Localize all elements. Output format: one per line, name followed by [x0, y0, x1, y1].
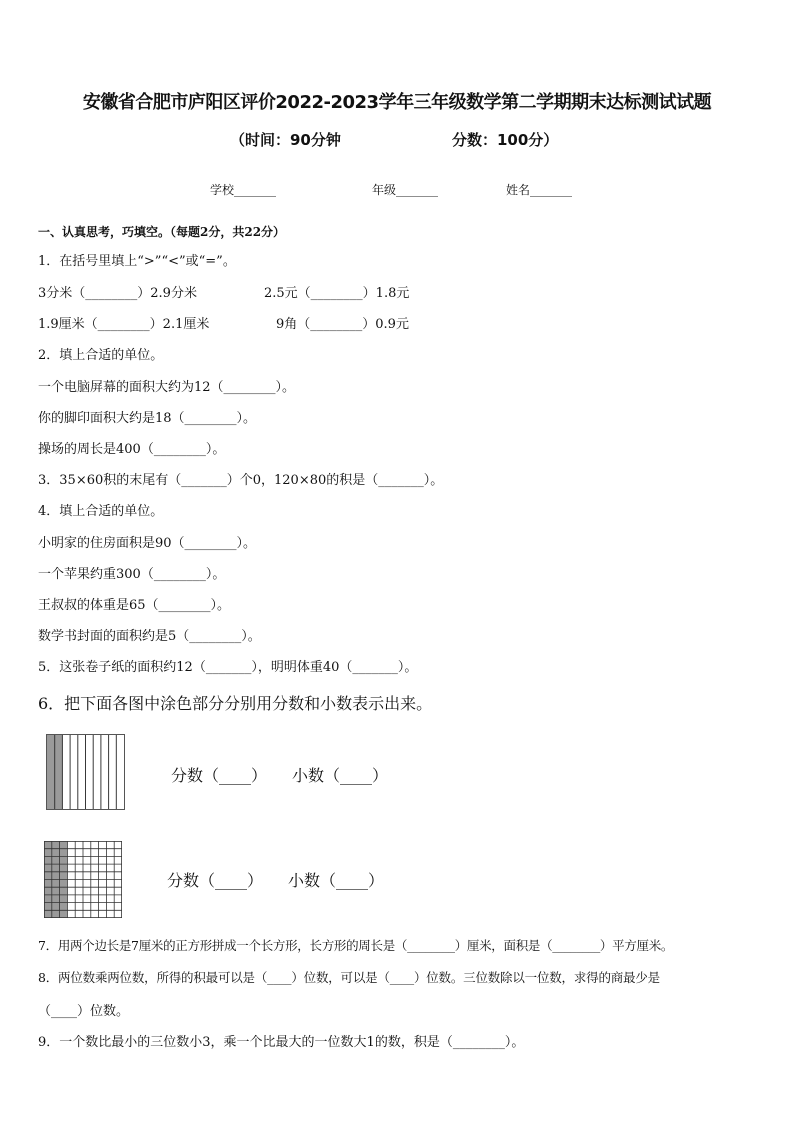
- fig1-decimal-blank: 小数（____）: [292, 766, 389, 785]
- fig2-fraction-blank: 分数（____）: [167, 871, 264, 890]
- school-field: 学校_______: [210, 183, 277, 197]
- question-8: 8．两位数乘两位数，所得的积最可以是（____）位数，可以是（____）位数。三位数除以一位数，求得的商最少是: [38, 970, 660, 985]
- question-6: 6．把下面各图中涂色部分分别用分数和小数表示出来。: [38, 694, 433, 713]
- question-4d: 数学书封面的面积约是5（________）。: [38, 629, 261, 644]
- question-1a: 3分米（________）2.9分米: [38, 286, 197, 301]
- question-2: 2．填上合适的单位。: [38, 348, 164, 363]
- question-2b: 你的脚印面积大约是18（________）。: [38, 411, 257, 426]
- question-1c: 1.9厘米（________）2.1厘米: [38, 317, 210, 332]
- question-1d: 9角（________）0.9元: [276, 317, 409, 332]
- fig1-fraction-blank: 分数（____）: [171, 766, 268, 785]
- fig2-decimal-blank: 小数（____）: [288, 871, 385, 890]
- name-field: 姓名_______: [506, 183, 573, 197]
- question-4: 4．填上合适的单位。: [38, 504, 164, 519]
- page-title: 安徽省合肥市庐阳区评价2022-2023学年三年级数学第二学期期末达标测试试题: [82, 92, 712, 113]
- question-4b: 一个苹果约重300（________）。: [38, 567, 226, 582]
- question-2c: 操场的周长是400（________）。: [38, 442, 226, 457]
- question-8-cont: （____）位数。: [38, 1004, 130, 1019]
- question-9: 9．一个数比最小的三位数小3，乘一个比最大的一位数大1的数，积是（________）。: [38, 1035, 525, 1050]
- section-heading: 一、认真思考，巧填空。（每题2分，共22分）: [38, 225, 286, 239]
- question-4c: 王叔叔的体重是65（________）。: [38, 598, 231, 613]
- question-5: 5．这张卷子纸的面积约12（_______），明明体重40（_______）。: [38, 660, 418, 675]
- hundred-grid-figure: [44, 841, 122, 918]
- question-2a: 一个电脑屏幕的面积大约为12（________）。: [38, 380, 296, 395]
- fraction-strip-figure: [46, 734, 125, 810]
- question-7: 7．用两个边长是7厘米的正方形拼成一个长方形，长方形的周长是（________）厘米，面积是（________）平方厘米。: [38, 938, 674, 953]
- grade-field: 年级_______: [372, 183, 439, 197]
- exam-score: 分数：100分）: [452, 131, 559, 149]
- question-4a: 小明家的住房面积是90（________）。: [38, 536, 257, 551]
- question-1b: 2.5元（________）1.8元: [264, 286, 410, 301]
- question-1: 1．在括号里填上“>”“<”或“=”。: [38, 254, 236, 269]
- question-3: 3．35×60积的末尾有（_______）个0，120×80的积是（_______）。: [38, 473, 444, 488]
- exam-time: （时间：90分钟: [230, 131, 341, 149]
